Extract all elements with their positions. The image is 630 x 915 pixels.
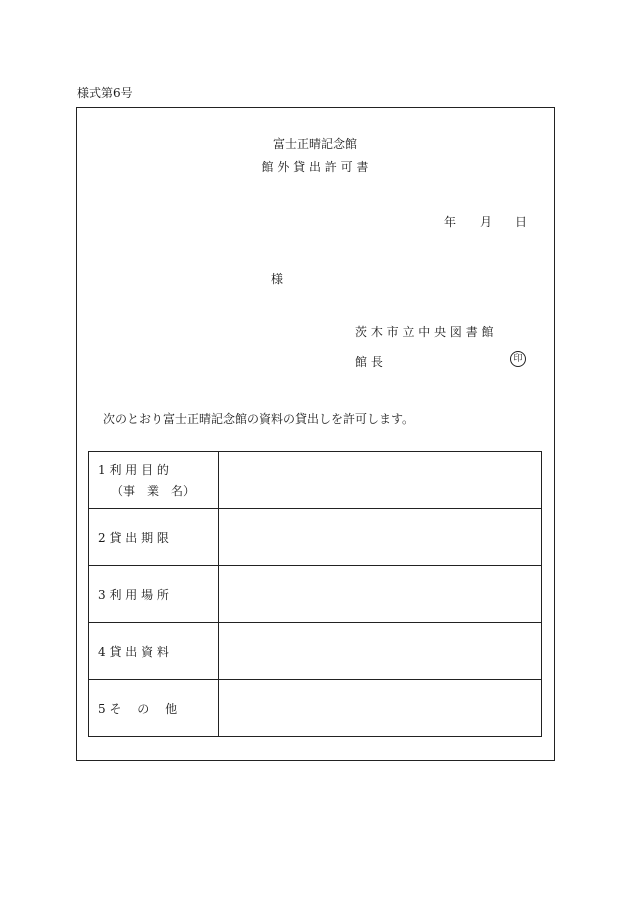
- row-label: [89, 452, 219, 509]
- date-month-label: 月: [480, 215, 493, 229]
- row-label: [89, 680, 219, 737]
- place-of-use-value-field[interactable]: [219, 566, 542, 623]
- place-of-use-label: 3 利 用 場 所: [98, 587, 169, 602]
- purpose-value-field[interactable]: [219, 452, 542, 509]
- table-row: [89, 623, 542, 680]
- loan-materials-label: 4 貸 出 資 料: [98, 644, 169, 659]
- other-value-field[interactable]: [219, 680, 542, 737]
- table-row: [89, 566, 542, 623]
- issuer-position: 館 長: [355, 355, 383, 369]
- loan-details-table: [88, 451, 542, 737]
- purpose-sublabel: （事 業 名）: [111, 484, 196, 498]
- due-date-value-field[interactable]: [219, 509, 542, 566]
- other-label: 5 そ の 他: [98, 701, 178, 716]
- due-date-label: 2 貸 出 期 限: [98, 530, 169, 545]
- institution-name: 富士正晴記念館: [272, 137, 357, 151]
- recipient-suffix: 様: [271, 272, 284, 286]
- seal-mark-icon: 印: [510, 351, 526, 367]
- table-row: [89, 509, 542, 566]
- permission-statement: 次のとおり富士正晴記念館の資料の貸出しを許可します。: [103, 412, 415, 426]
- document-title: 館 外 貸 出 許 可 書: [261, 160, 369, 174]
- form-number: 様式第6号: [77, 86, 133, 100]
- purpose-label: 1 利 用 目 的: [98, 463, 169, 477]
- row-label: [89, 566, 219, 623]
- date-day-label: 日: [515, 215, 528, 229]
- loan-materials-value-field[interactable]: [219, 623, 542, 680]
- row-label: [89, 623, 219, 680]
- row-label: [89, 509, 219, 566]
- date-year-label: 年: [444, 215, 457, 229]
- table-row: [89, 452, 542, 509]
- issuer-organization: 茨 木 市 立 中 央 図 書 館: [355, 325, 494, 339]
- table-row: [89, 680, 542, 737]
